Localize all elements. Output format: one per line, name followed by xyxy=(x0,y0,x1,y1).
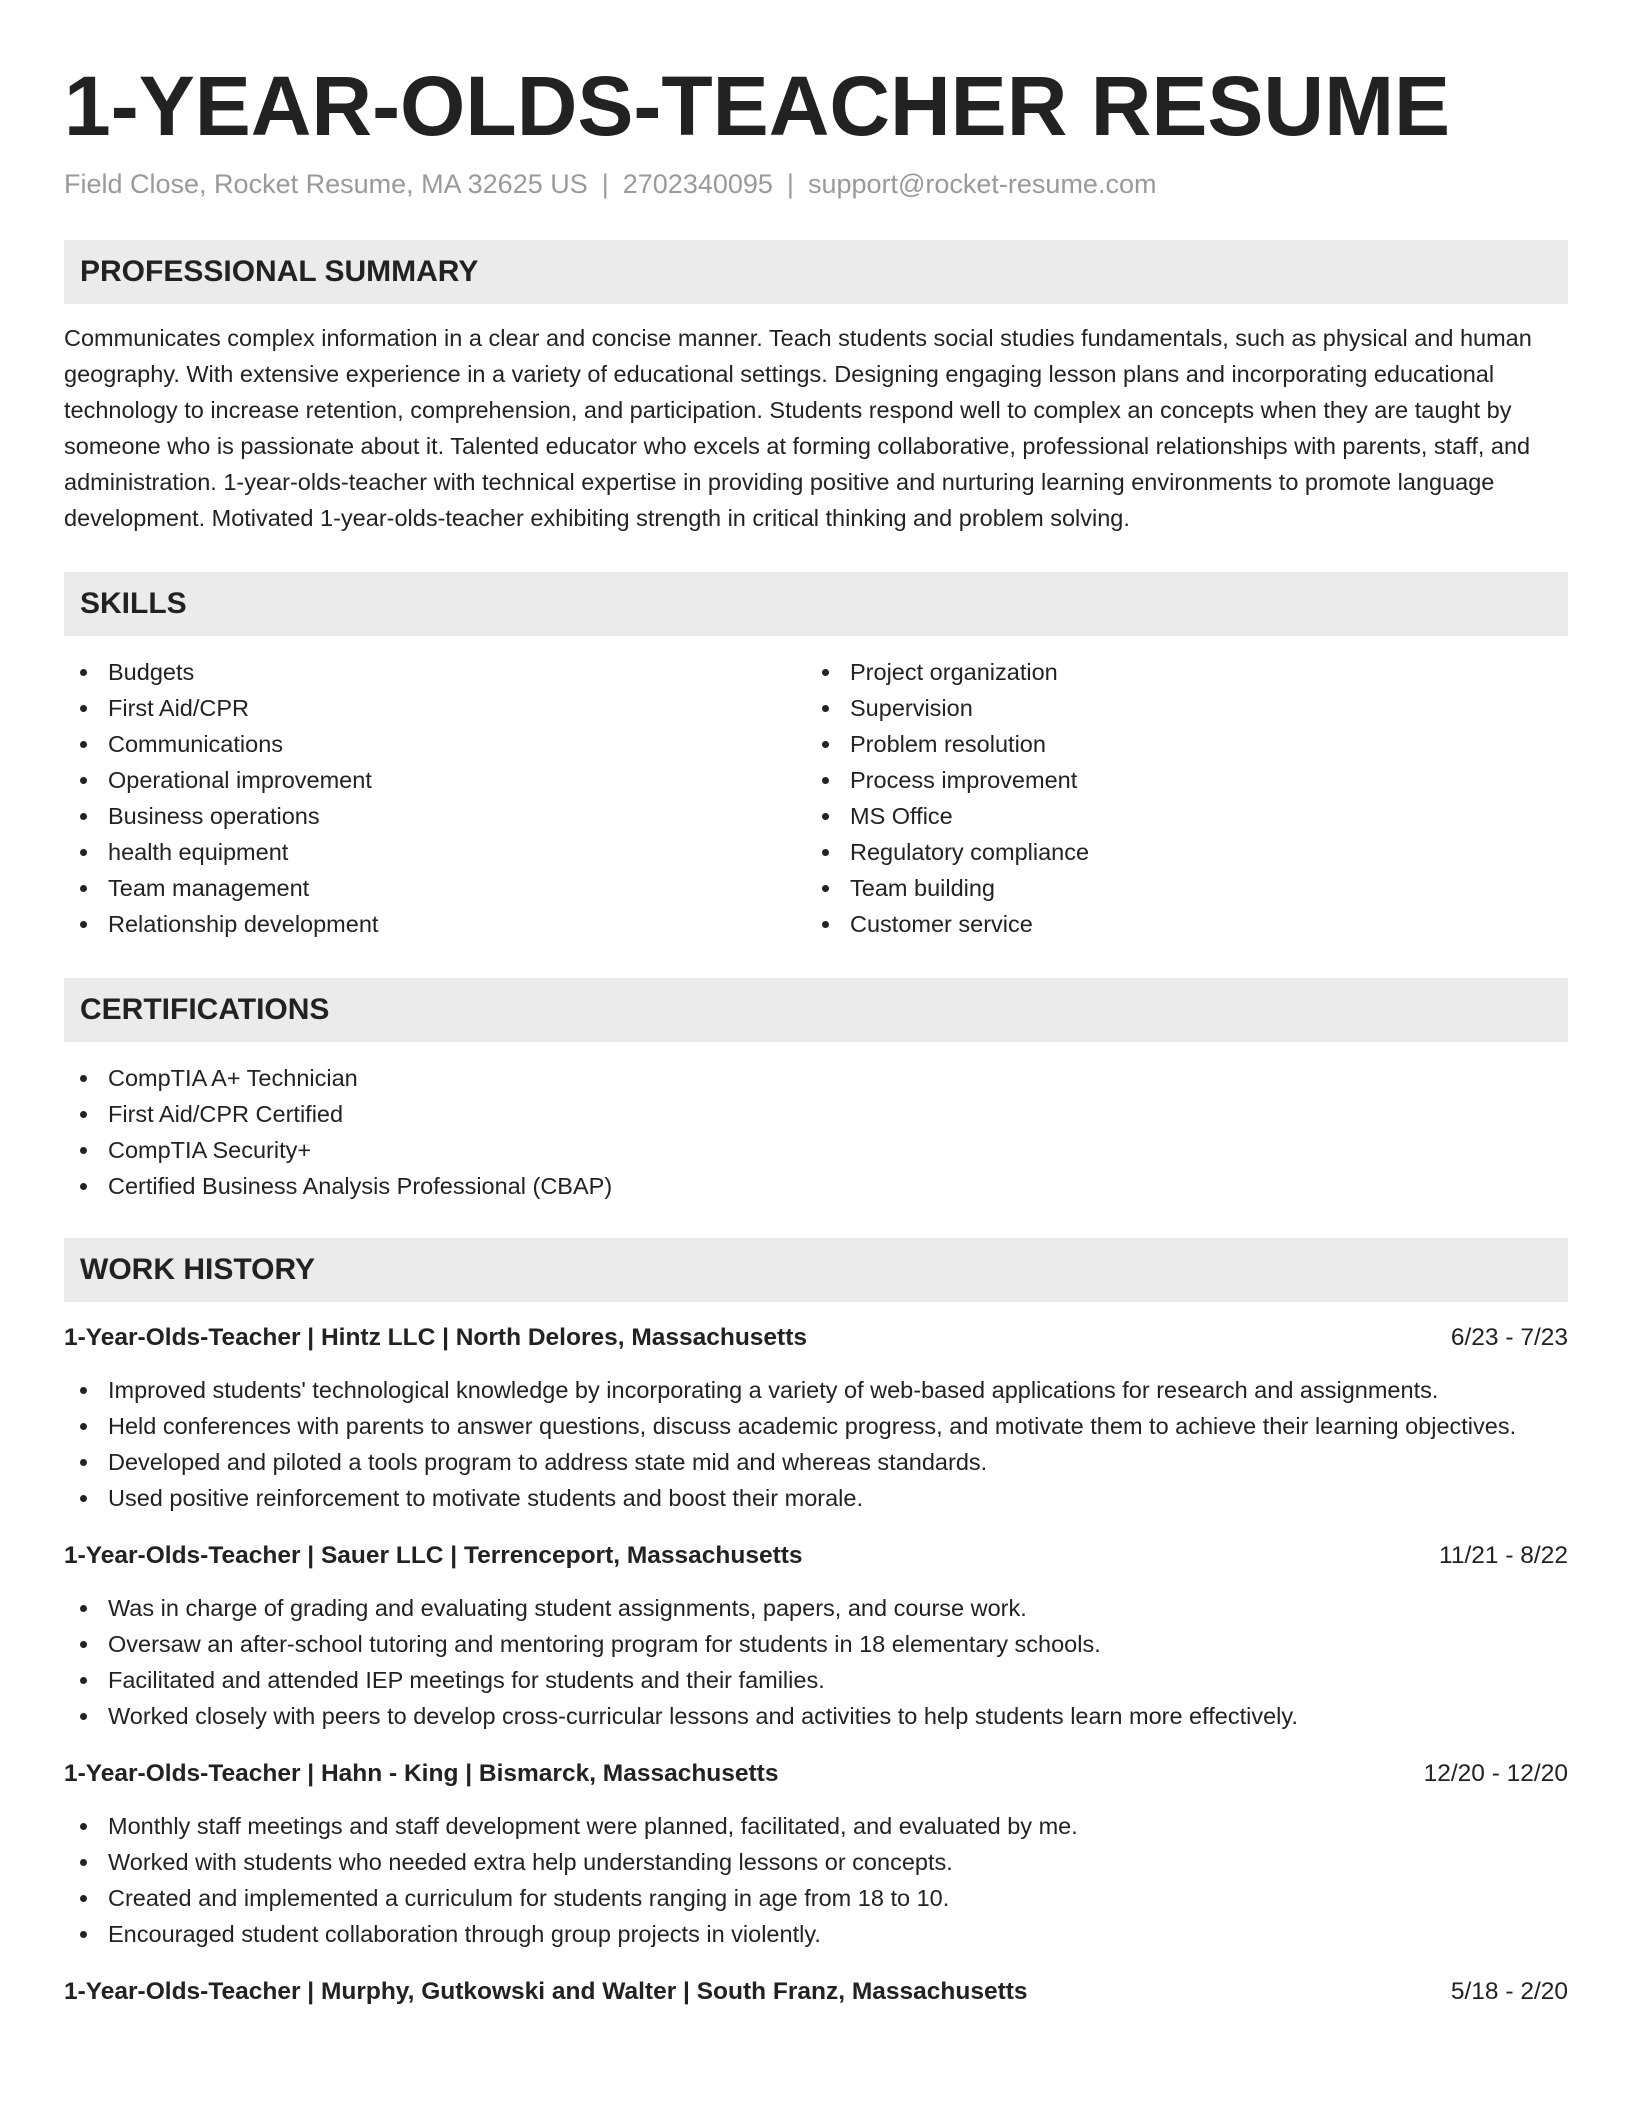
summary-heading: PROFESSIONAL SUMMARY xyxy=(64,240,1568,304)
job-title: 1-Year-Olds-Teacher | Sauer LLC | Terrenceport, Massachusetts xyxy=(64,1542,803,1569)
work-history-list xyxy=(64,1320,1568,2010)
job-dates: 6/23 - 7/23 xyxy=(1450,1324,1568,1351)
skill-item: Process improvement xyxy=(806,762,1548,798)
skill-item: Problem resolution xyxy=(806,726,1548,762)
job-bullet: Improved students' technological knowledge by incorporating a variety of web-based applications for research and assignments. xyxy=(64,1372,1568,1408)
skill-item: Budgets xyxy=(64,654,806,690)
skill-item: Regulatory compliance xyxy=(806,834,1548,870)
job-dates: 11/21 - 8/22 xyxy=(1439,1542,1568,1569)
job-title: 1-Year-Olds-Teacher | Murphy, Gutkowski and Walter | South Franz, Massachusetts xyxy=(64,1978,1028,2005)
certification-item: First Aid/CPR Certified xyxy=(64,1096,1568,1132)
job-bullets xyxy=(64,1808,1568,1952)
skill-item: Business operations xyxy=(64,798,806,834)
job-header xyxy=(64,1320,1568,1356)
skill-item: Project organization xyxy=(806,654,1548,690)
contact-phone: 2702340095 xyxy=(622,169,773,199)
skill-item: Customer service xyxy=(806,906,1548,942)
job-bullet: Used positive reinforcement to motivate students and boost their morale. xyxy=(64,1480,1568,1516)
skills-list xyxy=(64,654,1568,942)
work-history-heading: WORK HISTORY xyxy=(64,1238,1568,1302)
skill-item: health equipment xyxy=(64,834,806,870)
job-bullet: Worked closely with peers to develop cross-curricular lessons and activities to help students learn more effectively. xyxy=(64,1698,1568,1734)
job-header xyxy=(64,1974,1568,2010)
job-bullet: Held conferences with parents to answer questions, discuss academic progress, and motivate them to achieve their learning objectives. xyxy=(64,1408,1568,1444)
certifications-list xyxy=(64,1060,1568,1204)
contact-separator: | xyxy=(601,169,609,199)
job-title: 1-Year-Olds-Teacher | Hintz LLC | North Delores, Massachusetts xyxy=(64,1324,808,1351)
skills-column-left xyxy=(64,654,806,942)
job-dates: 5/18 - 2/20 xyxy=(1450,1978,1568,2005)
job-entry xyxy=(64,1320,1568,1516)
job-bullet: Monthly staff meetings and staff development were planned, facilitated, and evaluated by me. xyxy=(64,1808,1568,1844)
job-bullet: Encouraged student collaboration through group projects in violently. xyxy=(64,1916,1568,1952)
job-title: 1-Year-Olds-Teacher | Hahn - King | Bismarck, Massachusetts xyxy=(64,1760,779,1787)
certification-item: CompTIA Security+ xyxy=(64,1132,1568,1168)
job-bullet: Worked with students who needed extra help understanding lessons or concepts. xyxy=(64,1844,1568,1880)
skill-item: Operational improvement xyxy=(64,762,806,798)
skills-heading: SKILLS xyxy=(64,572,1568,636)
job-bullet: Created and implemented a curriculum for students ranging in age from 18 to 10. xyxy=(64,1880,1568,1916)
job-header xyxy=(64,1756,1568,1792)
contact-separator: | xyxy=(786,169,794,199)
job-entry xyxy=(64,1974,1568,2010)
job-bullets xyxy=(64,1372,1568,1516)
skill-item: MS Office xyxy=(806,798,1548,834)
skills-column-right xyxy=(806,654,1548,942)
skill-item: Team building xyxy=(806,870,1548,906)
certifications-heading: CERTIFICATIONS xyxy=(64,978,1568,1042)
skill-item: Team management xyxy=(64,870,806,906)
skill-item: Communications xyxy=(64,726,806,762)
job-bullet: Facilitated and attended IEP meetings for students and their families. xyxy=(64,1662,1568,1698)
job-entry xyxy=(64,1756,1568,1952)
skill-item: Supervision xyxy=(806,690,1548,726)
job-entry xyxy=(64,1538,1568,1734)
certification-item: Certified Business Analysis Professional (CBAP) xyxy=(64,1168,1568,1204)
job-bullet: Developed and piloted a tools program to address state mid and whereas standards. xyxy=(64,1444,1568,1480)
contact-email[interactable]: support@rocket-resume.com xyxy=(807,169,1157,199)
contact-line xyxy=(64,166,1568,202)
job-bullet: Was in charge of grading and evaluating student assignments, papers, and course work. xyxy=(64,1590,1568,1626)
resume-title: 1-YEAR-OLDS-TEACHER RESUME xyxy=(64,59,1451,153)
contact-address: Field Close, Rocket Resume, MA 32625 US xyxy=(64,169,588,199)
skill-item: Relationship development xyxy=(64,906,806,942)
resume-page xyxy=(64,0,1568,2026)
job-bullet: Oversaw an after-school tutoring and mentoring program for students in 18 elementary schools. xyxy=(64,1626,1568,1662)
skill-item: First Aid/CPR xyxy=(64,690,806,726)
summary-text: Communicates complex information in a clear and concise manner. Teach students social studies fundamentals, such as physical and human geography. With extensive experience in a variety of educational settings. Designing engaging lesson plans and incorporating educational technology to increase retention, comprehension, and participation. Students respond well to complex an concepts when they are taught by someone who is passionate about it. Talented educator who excels at forming collaborative, professional relationships with parents, staff, and administration. 1-year-olds-teacher with technical expertise in providing positive and nurturing learning environments to promote language development. Motivated 1-year-olds-teacher exhibiting strength in critical thinking and problem solving. xyxy=(64,325,1532,531)
job-bullets xyxy=(64,1590,1568,1734)
job-dates: 12/20 - 12/20 xyxy=(1423,1760,1568,1787)
job-header xyxy=(64,1538,1568,1574)
certification-item: CompTIA A+ Technician xyxy=(64,1060,1568,1096)
